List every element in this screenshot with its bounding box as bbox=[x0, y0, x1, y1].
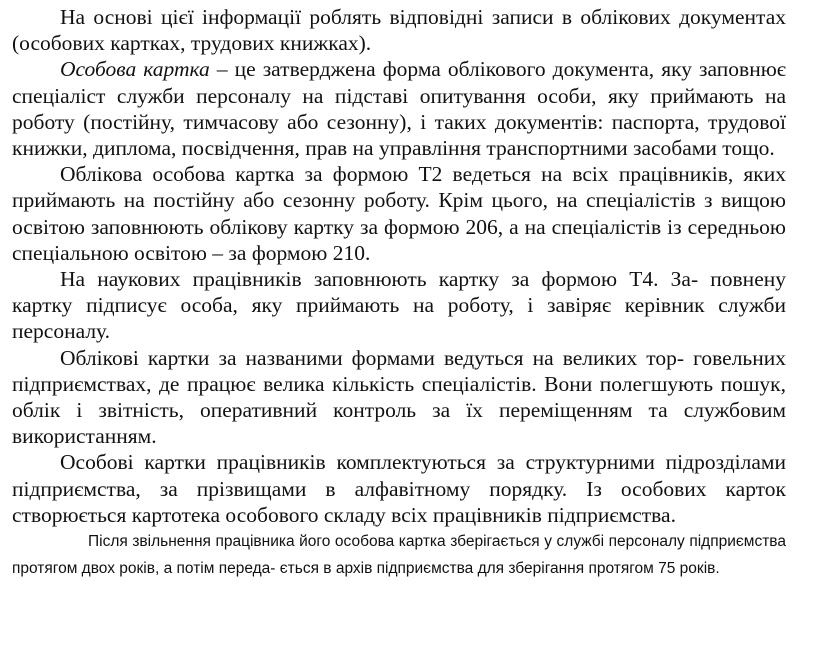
paragraph-large-enterprises: Облікові картки за названими формами ведуться на великих тор- говельних підприємствах, де працює велика кількість спеціалістів. Вони полегшують пошук, облік і звітність, оперативний контроль за їх переміщенням та службовим використанням. bbox=[12, 345, 786, 449]
paragraph-after-dismissal: Після звільнення працівника його особова картка зберігається у службі персоналу підприємства протягом двох років, а потім переда- ється в архів підприємства для зберігання протягом 75 років. bbox=[12, 533, 786, 577]
document-page bbox=[12, 4, 786, 582]
paragraph-personal-card-definition bbox=[12, 56, 786, 161]
paragraph-form-t2: Облікова особова картка за формою Т2 ведеться на всіх працівників, яких приймають на постійну або сезонну роботу. Крім цього, на спеціалістів з вищою освітою заповнюють облікову картку за формою 206, а на спеціалістів із середньою спеціальною освітою – за формою 210. bbox=[12, 162, 786, 265]
paragraph-intro: На основі цієї інформації роблять відповідні записи в облікових документах (особових картках, трудових книжках). bbox=[12, 5, 786, 56]
term-personal-card: Особова картка bbox=[60, 57, 210, 82]
definition-text: – це затверджена форма облікового документа, яку заповнює спеціаліст служби персоналу на підставі опитування особи, яку приймають на роботу (постійну, тимчасову або сезонну), і таких документів: паспорта, трудової книжки, диплома, посвідчення, прав на управління транспортними засобами тощо. bbox=[12, 57, 786, 161]
paragraph-card-index: Особові картки працівників комплектуються за структурними підрозділами підприємства, за прізвищами в алфавітному порядку. Із особових карток створюється картотека особового складу всіх працівників підприємства. bbox=[12, 450, 786, 527]
paragraph-form-t4: На наукових працівників заповнюють картку за формою Т4. За- повнену картку підписує особа, яку приймають на роботу, і завіряє керівник служби персоналу. bbox=[12, 267, 786, 344]
